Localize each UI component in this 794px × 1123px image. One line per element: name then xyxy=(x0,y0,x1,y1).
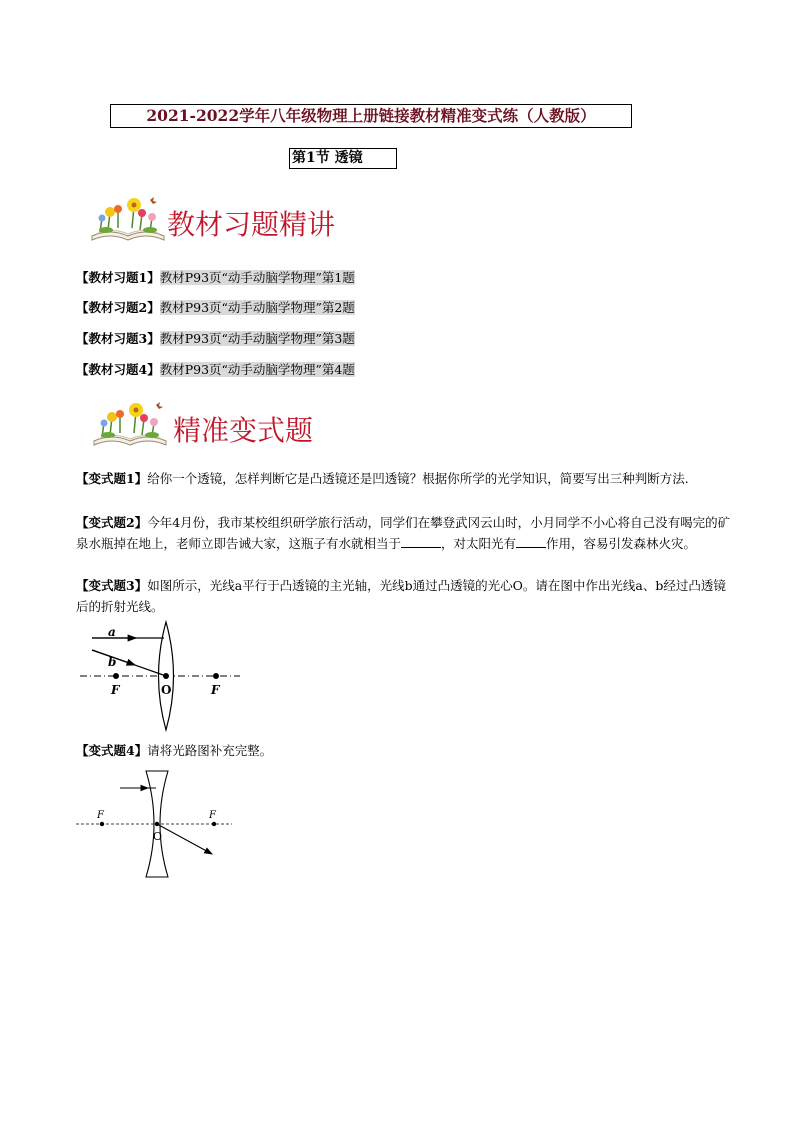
item-tag: 【教材习题3】 xyxy=(76,331,160,346)
label-a: a xyxy=(108,625,116,639)
item-text: 题 xyxy=(342,270,355,285)
item-tag: 【教材习题4】 xyxy=(76,362,160,377)
variant-text: 作用，容易引发森林火灾。 xyxy=(546,536,697,551)
variant-question-3 xyxy=(76,575,731,617)
item-text: 题 xyxy=(342,362,355,377)
answer-blank[interactable] xyxy=(516,535,546,548)
item-num: 4 xyxy=(334,362,343,377)
outgoing-ray xyxy=(157,824,212,854)
item-text: 教材 xyxy=(159,300,185,315)
item-tag: 【教材习题2】 xyxy=(76,300,160,315)
textbook-item xyxy=(76,267,355,289)
focal-point-right xyxy=(213,673,219,679)
focal-point-left xyxy=(100,822,104,826)
item-text: 页“动手动脑学物理”第 xyxy=(209,300,335,315)
focal-point-right xyxy=(212,822,216,826)
item-text: 页“动手动脑学物理”第 xyxy=(209,331,335,346)
item-num: 3 xyxy=(334,331,343,346)
optical-center xyxy=(155,822,159,826)
item-ref: P93 xyxy=(184,300,210,315)
variant-text: 如图所示，光线a平行于凸透镜的主光轴，光线b通过凸透镜的光心O。请在图中作出光线a、b经过凸透镜后的折射光线。 xyxy=(76,578,726,614)
variant-text: 给你一个透镜，怎样判断它是凸透镜还是凹透镜？根据你所学的光学知识，简要写出三种判断方法. xyxy=(147,471,689,486)
item-text: 题 xyxy=(342,331,355,346)
variant-question-1 xyxy=(76,468,731,489)
label-b: b xyxy=(108,655,117,669)
convex-lens-diagram xyxy=(78,620,243,735)
section-title: 第1节 透镜 xyxy=(289,148,397,169)
section-banner-textbook-exercises: 教材习题精讲 xyxy=(167,208,336,241)
concave-lens-diagram xyxy=(76,768,236,880)
textbook-item xyxy=(76,359,355,381)
focal-point-left xyxy=(113,673,119,679)
variant-question-2 xyxy=(76,512,731,554)
item-ref: P93 xyxy=(184,362,210,377)
variant-tag: 【变式题2】 xyxy=(76,515,148,530)
book-flowers-icon xyxy=(88,192,168,244)
variant-question-4 xyxy=(76,740,731,761)
item-text: 页“动手动脑学物理”第 xyxy=(209,362,335,377)
variant-tag: 【变式题1】 xyxy=(76,471,148,486)
variant-tag: 【变式题3】 xyxy=(76,578,148,593)
variant-text: 请将光路图补充完整。 xyxy=(147,743,273,758)
item-text: 教材 xyxy=(159,331,185,346)
variant-text: 今年4月份，我市某校组织研学旅行活动，同学们在攀登武冈云山时，小月同学不小心将自己没有喝完的矿泉水瓶掉在地上，老师立即告诫大家，这瓶子有水就相当于 xyxy=(76,515,731,551)
item-text: 题 xyxy=(342,300,355,315)
item-num: 1 xyxy=(334,270,343,285)
book-flowers-icon xyxy=(90,397,170,449)
label-f-right: F xyxy=(211,683,220,697)
section-banner-variant-questions: 精准变式题 xyxy=(173,414,314,447)
answer-blank[interactable] xyxy=(401,535,441,548)
item-num: 2 xyxy=(334,300,343,315)
textbook-item xyxy=(76,297,355,319)
item-tag: 【教材习题1】 xyxy=(76,270,160,285)
variant-text: ，对太阳光有 xyxy=(441,536,517,551)
textbook-item xyxy=(76,328,355,350)
item-ref: P93 xyxy=(184,270,210,285)
variant-tag: 【变式题4】 xyxy=(76,743,148,758)
label-f-left: F xyxy=(111,683,120,697)
document-title: 2021-2022学年八年级物理上册链接教材精准变式练（人教版） xyxy=(110,104,632,128)
item-text: 教材 xyxy=(159,362,185,377)
label-o: O xyxy=(161,683,172,697)
label-f-left: F xyxy=(97,810,104,821)
item-text: 教材 xyxy=(159,270,185,285)
label-f-right: F xyxy=(209,810,216,821)
item-text: 页“动手动脑学物理”第 xyxy=(209,270,335,285)
item-ref: P93 xyxy=(184,331,210,346)
optical-center xyxy=(163,673,169,679)
label-o: O xyxy=(153,830,163,843)
